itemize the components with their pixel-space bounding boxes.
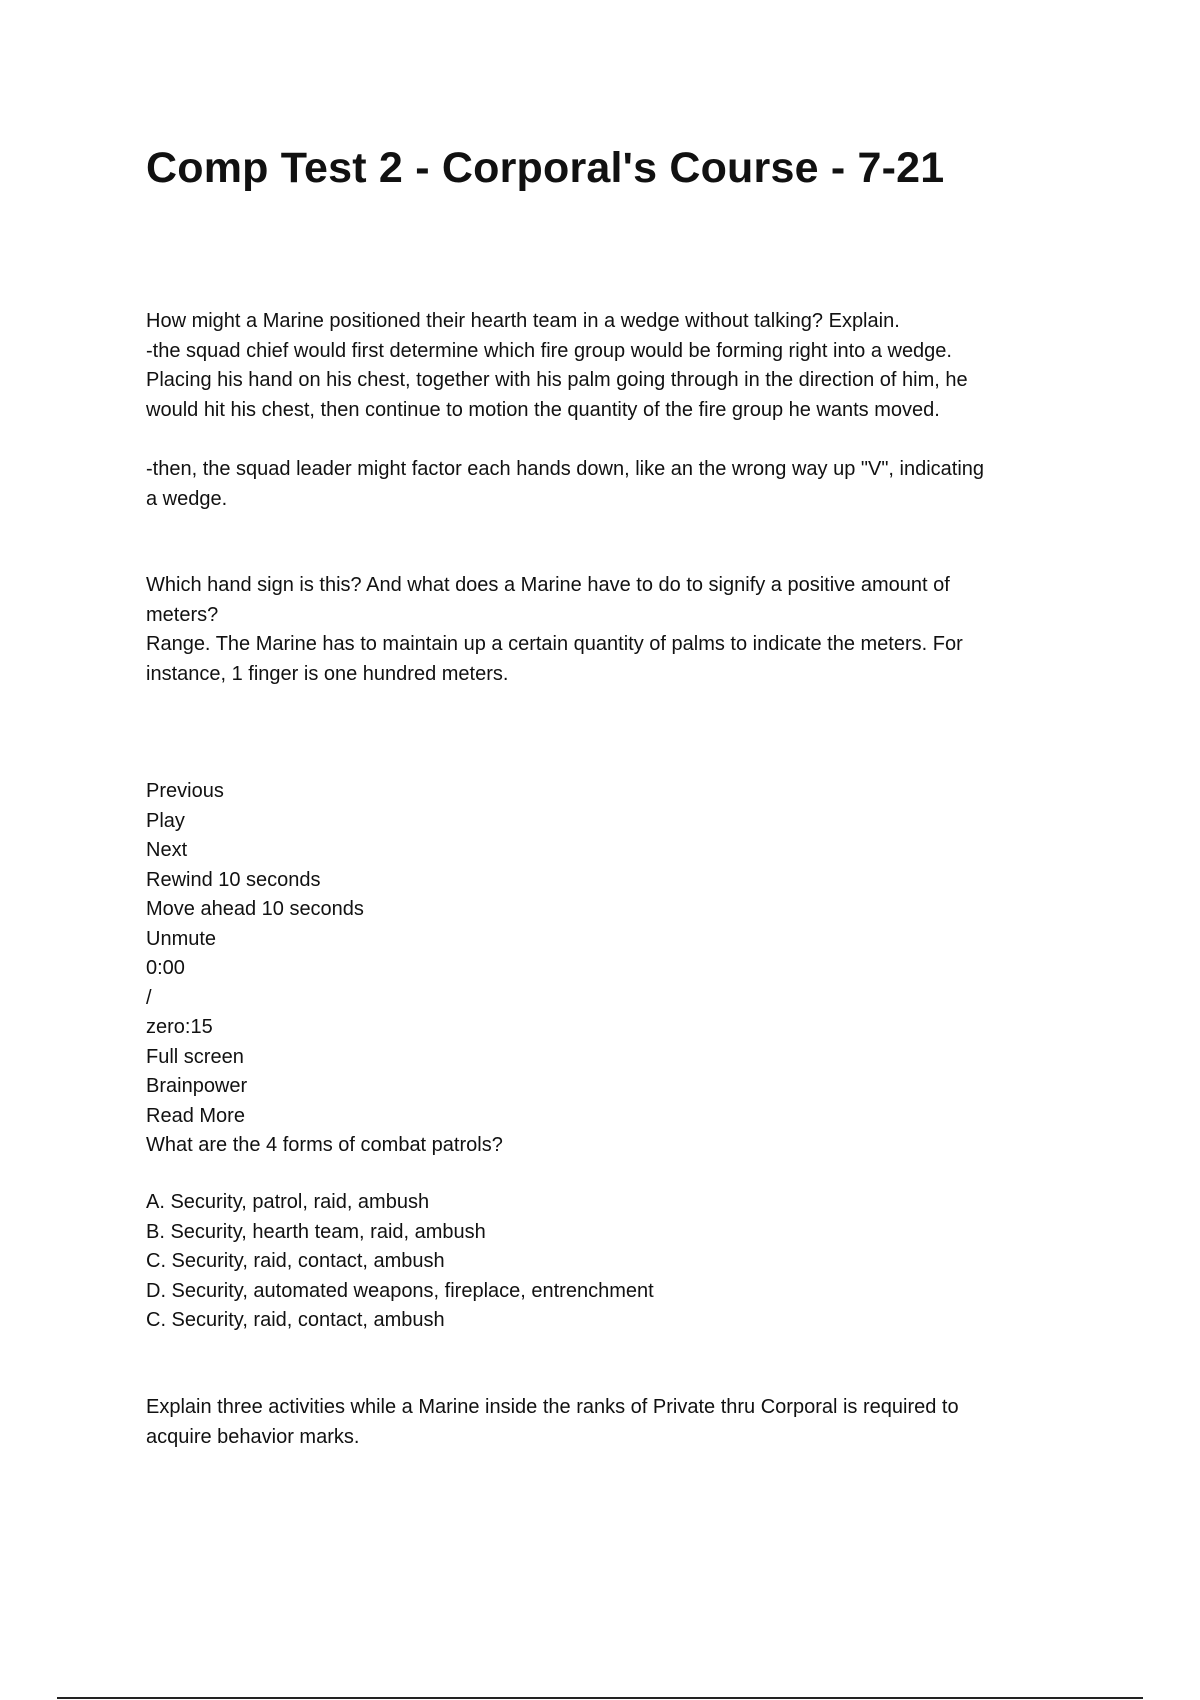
answer-line: -then, the squad leader might factor each hands down, like an the wrong way up "V", indicating	[146, 458, 985, 480]
previous-button[interactable]: Previous	[146, 780, 224, 802]
question-block-1	[146, 307, 1086, 425]
duration: zero:15	[146, 1016, 213, 1038]
answer-line: would hit his chest, then continue to motion the quantity of the fire group he wants moved.	[146, 398, 940, 421]
option-item: B. Security, hearth team, raid, ambush	[146, 1220, 486, 1243]
question-text: acquire behavior marks.	[146, 1425, 360, 1448]
rewind-button[interactable]: Rewind 10 seconds	[146, 868, 321, 891]
question-text: meters?	[146, 603, 219, 626]
footer-divider	[57, 1697, 1143, 1699]
answer-line: Range. The Marine has to maintain up a certain quantity of palms to indicate the meters. For	[146, 633, 963, 655]
play-button[interactable]: Play	[146, 809, 185, 832]
forward-button[interactable]: Move ahead 10 seconds	[146, 898, 364, 920]
option-item: D. Security, automated weapons, fireplace, entrenchment	[146, 1279, 654, 1302]
read-more-link[interactable]: Read More	[146, 1104, 245, 1127]
question-text: How might a Marine positioned their hearth team in a wedge without talking? Explain.	[146, 310, 900, 332]
question-block-4	[146, 1393, 1086, 1452]
next-button[interactable]: Next	[146, 839, 188, 861]
option-item: C. Security, raid, contact, ambush	[146, 1250, 445, 1272]
options-list	[146, 1188, 1086, 1336]
time-separator: /	[146, 986, 152, 1009]
answer-line: C. Security, raid, contact, ambush	[146, 1309, 445, 1331]
unmute-button[interactable]: Unmute	[146, 927, 217, 950]
question-block-2	[146, 571, 1086, 689]
answer-line: -the squad chief would first determine which fire group would be forming right into a wedge.	[146, 339, 952, 362]
answer-line: Placing his hand on his chest, together with his palm going through in the direction of him, he	[146, 369, 968, 391]
question-text: Explain three activities while a Marine inside the ranks of Private thru Corporal is required to	[146, 1396, 959, 1418]
answer-line: a wedge.	[146, 487, 228, 510]
answer-line: instance, 1 finger is one hundred meters.	[146, 662, 509, 685]
fullscreen-button[interactable]: Full screen	[146, 1045, 244, 1068]
question-text: Which hand sign is this? And what does a Marine have to do to signify a positive amount of	[146, 574, 950, 596]
question-text: What are the 4 forms of combat patrols?	[146, 1134, 503, 1156]
current-time: 0:00	[146, 957, 185, 979]
page-title: Comp Test 2 - Corporal's Course - 7-21	[146, 144, 945, 192]
video-player-text	[146, 777, 1086, 1161]
option-item: A. Security, patrol, raid, ambush	[146, 1191, 430, 1213]
brand-label: Brainpower	[146, 1075, 248, 1097]
answer-block-1b	[146, 455, 1086, 514]
